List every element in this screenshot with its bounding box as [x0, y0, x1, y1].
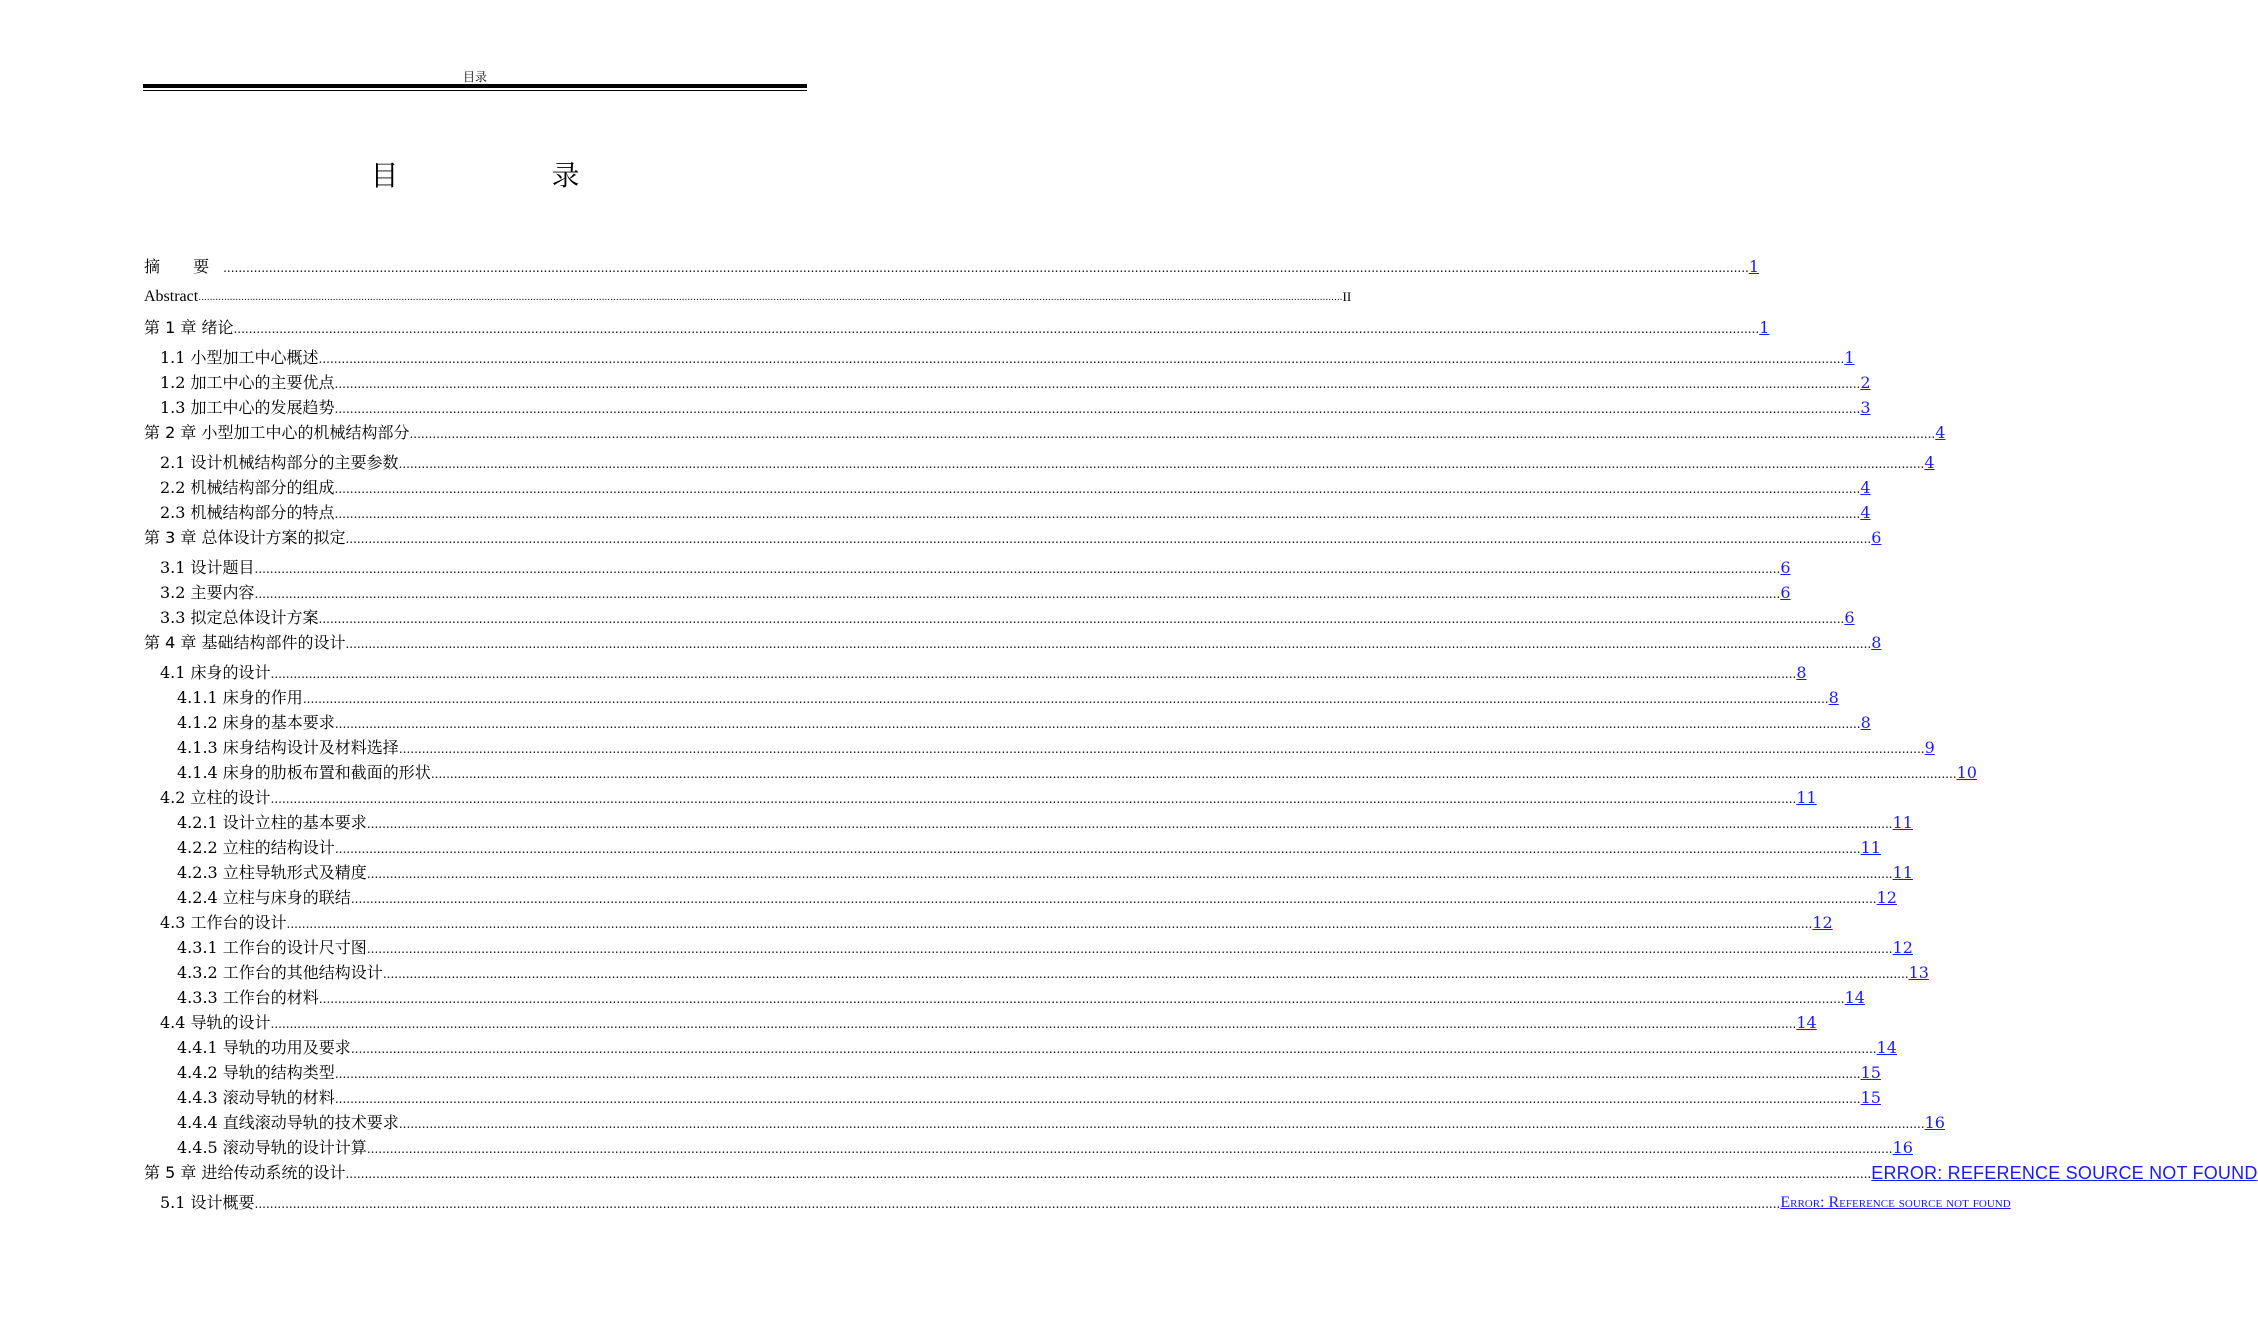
- toc-page-link[interactable]: 4: [1924, 453, 1935, 472]
- page-title: 目 录: [370, 159, 652, 192]
- toc-leader-dots: ................................................................................................................................................................................................................................................................................................................................................................................................................: [198, 293, 1343, 303]
- toc-entry-label: 2.2 机械结构部分的组成: [160, 478, 335, 497]
- toc-entry-label: 第 5 章 进给传动系统的设计: [144, 1163, 346, 1182]
- toc-page-link[interactable]: 16: [1892, 1138, 1913, 1157]
- toc-leader-dots: ................................................................................................................................................................................................................................................................................................................................................................................................................: [270, 667, 1797, 681]
- toc-leader-dots: ................................................................................................................................................................................................................................................................................................................................................................................................................: [318, 612, 1845, 626]
- header-rule-thick: [143, 84, 807, 88]
- toc-page-link[interactable]: 12: [1876, 888, 1897, 907]
- toc-leader-dots: ................................................................................................................................................................................................................................................................................................................................................................................................................: [254, 587, 1781, 601]
- toc-leader-dots: ................................................................................................................................................................................................................................................................................................................................................................................................................: [366, 1142, 1893, 1156]
- toc-entry-label: 4.4.2 导轨的结构类型: [177, 1063, 335, 1082]
- toc-leader-dots: ................................................................................................................................................................................................................................................................................................................................................................................................................: [350, 892, 1877, 906]
- toc-page-link[interactable]: 12: [1812, 913, 1833, 932]
- toc-entry[interactable]: [144, 858, 1913, 883]
- toc-entry[interactable]: [144, 783, 1817, 808]
- toc-entry[interactable]: [144, 933, 1913, 958]
- toc-entry-label: 1.2 加工中心的主要优点: [160, 373, 335, 392]
- toc-page-link: II: [1342, 289, 1352, 304]
- toc-page-link[interactable]: 14: [1876, 1038, 1897, 1057]
- toc-page-link[interactable]: 10: [1956, 763, 1977, 782]
- toc-entry[interactable]: [144, 1108, 1945, 1133]
- toc-page-link[interactable]: 2: [1860, 373, 1871, 392]
- toc-entry-label: 4.2 立柱的设计: [160, 788, 271, 807]
- toc-entry[interactable]: [144, 1083, 1881, 1108]
- toc-entry[interactable]: [144, 758, 1977, 783]
- toc-page-link[interactable]: 6: [1780, 558, 1791, 577]
- toc-page-link[interactable]: 13: [1908, 963, 1929, 982]
- toc-entry-label: 4.3.1 工作台的设计尺寸图: [177, 938, 367, 957]
- toc-entry[interactable]: [144, 908, 1833, 933]
- toc-entry[interactable]: [144, 252, 1760, 277]
- toc-entry-label: 4.3.2 工作台的其他结构设计: [177, 963, 383, 982]
- toc-entry-label: 4.4.1 导轨的功用及要求: [177, 1038, 351, 1057]
- toc-entry-label: 第 2 章 小型加工中心的机械结构部分: [144, 423, 410, 442]
- toc-entry[interactable]: [144, 1033, 1897, 1058]
- toc-entry-label: 4.2.2 立柱的结构设计: [177, 838, 335, 857]
- toc-leader-dots: ................................................................................................................................................................................................................................................................................................................................................................................................................: [334, 507, 1861, 521]
- toc-entry-label: 4.4.5 滚动导轨的设计计算: [177, 1138, 367, 1157]
- toc-page-link[interactable]: 6: [1844, 608, 1855, 627]
- toc-leader-dots: ................................................................................................................................................................................................................................................................................................................................................................................................................: [409, 427, 1936, 441]
- toc-entry[interactable]: [144, 313, 1770, 338]
- toc-leader-dots: ................................................................................................................................................................................................................................................................................................................................................................................................................: [254, 1197, 1781, 1211]
- toc-entry[interactable]: [144, 1058, 1881, 1083]
- toc-entry-label: 5.1 设计概要: [160, 1193, 255, 1212]
- toc-entry-label: 3.2 主要内容: [160, 583, 255, 602]
- toc-page-link[interactable]: 6: [1780, 583, 1791, 602]
- toc-entry[interactable]: [144, 393, 1871, 418]
- toc-entry[interactable]: [144, 1188, 2011, 1213]
- toc-leader-dots: ................................................................................................................................................................................................................................................................................................................................................................................................................: [398, 1117, 1925, 1131]
- toc-page-link[interactable]: 12: [1892, 938, 1913, 957]
- toc-entry-label: 4.1.2 床身的基本要求: [177, 713, 335, 732]
- toc-entry[interactable]: [144, 628, 1882, 653]
- toc-entry[interactable]: [144, 708, 1871, 733]
- toc-page-link[interactable]: 8: [1796, 663, 1807, 682]
- toc-entry-label: 1.3 加工中心的发展趋势: [160, 398, 335, 417]
- toc-entry-label: 4.3 工作台的设计: [160, 913, 287, 932]
- toc-entry-label: 4.4 导轨的设计: [160, 1013, 271, 1032]
- toc-page-link[interactable]: Error: Reference source not found: [1780, 1194, 2011, 1211]
- toc-leader-dots: ................................................................................................................................................................................................................................................................................................................................................................................................................: [350, 1042, 1877, 1056]
- toc-leader-dots: ................................................................................................................................................................................................................................................................................................................................................................................................................: [334, 1067, 1861, 1081]
- toc-entry[interactable]: [144, 578, 1791, 603]
- toc-page-link[interactable]: 15: [1860, 1088, 1881, 1107]
- toc-page-link[interactable]: 4: [1860, 503, 1871, 522]
- toc-page-link[interactable]: 11: [1892, 863, 1913, 882]
- toc-page-link[interactable]: 15: [1860, 1063, 1881, 1082]
- toc-entry[interactable]: [144, 808, 1913, 833]
- toc-page-link[interactable]: 4: [1860, 478, 1871, 497]
- toc-entry[interactable]: [144, 983, 1865, 1008]
- toc-entry[interactable]: [144, 448, 1935, 473]
- toc-leader-dots: ................................................................................................................................................................................................................................................................................................................................................................................................................: [318, 992, 1845, 1006]
- toc-leader-dots: ................................................................................................................................................................................................................................................................................................................................................................................................................: [223, 261, 1749, 275]
- toc-leader-dots: ................................................................................................................................................................................................................................................................................................................................................................................................................: [318, 352, 1845, 366]
- toc-page-link[interactable]: 11: [1892, 813, 1913, 832]
- toc-leader-dots: ................................................................................................................................................................................................................................................................................................................................................................................................................: [366, 817, 1893, 831]
- toc-entry-label: 4.2.1 设计立柱的基本要求: [177, 813, 367, 832]
- toc-leader-dots: ................................................................................................................................................................................................................................................................................................................................................................................................................: [233, 322, 1760, 336]
- toc-entry[interactable]: [144, 958, 1929, 983]
- toc-page-link[interactable]: ERROR: REFERENCE SOURCE NOT FOUND: [1871, 1163, 2258, 1183]
- toc-leader-dots: ................................................................................................................................................................................................................................................................................................................................................................................................................: [334, 1092, 1861, 1106]
- toc-entry-label: 4.1 床身的设计: [160, 663, 271, 682]
- toc-page-link[interactable]: 1: [1759, 318, 1770, 337]
- toc-entry[interactable]: [144, 553, 1791, 578]
- toc-entry-label: 4.4.3 滚动导轨的材料: [177, 1088, 335, 1107]
- toc-entry-label: 摘 要: [144, 257, 224, 276]
- toc-entry-label: 3.3 拟定总体设计方案: [160, 608, 319, 627]
- toc-entry[interactable]: [144, 498, 1871, 523]
- toc-leader-dots: ................................................................................................................................................................................................................................................................................................................................................................................................................: [334, 402, 1861, 416]
- toc-entry-label: Abstract: [144, 288, 199, 305]
- toc-entry[interactable]: [144, 1008, 1817, 1033]
- toc-entry[interactable]: [144, 418, 1946, 443]
- toc-leader-dots: ................................................................................................................................................................................................................................................................................................................................................................................................................: [345, 532, 1872, 546]
- toc-entry-label: 4.1.3 床身结构设计及材料选择: [177, 738, 399, 757]
- toc-entry-label: 第 3 章 总体设计方案的拟定: [144, 528, 346, 547]
- toc-page-link[interactable]: 1: [1748, 257, 1760, 276]
- toc-leader-dots: ................................................................................................................................................................................................................................................................................................................................................................................................................: [430, 767, 1957, 781]
- toc-entry[interactable]: [144, 282, 1352, 307]
- toc-entry-label: 2.1 设计机械结构部分的主要参数: [160, 453, 399, 472]
- toc-page-link[interactable]: 9: [1924, 738, 1935, 757]
- toc-leader-dots: ................................................................................................................................................................................................................................................................................................................................................................................................................: [302, 692, 1829, 706]
- toc-leader-dots: ................................................................................................................................................................................................................................................................................................................................................................................................................: [254, 562, 1781, 576]
- toc-entry-label: 第 4 章 基础结构部件的设计: [144, 633, 346, 652]
- toc-entry[interactable]: [144, 1158, 2258, 1183]
- toc-leader-dots: ................................................................................................................................................................................................................................................................................................................................................................................................................: [334, 482, 1861, 496]
- toc-entry-label: 4.4.4 直线滚动导轨的技术要求: [177, 1113, 399, 1132]
- toc-page-link[interactable]: 8: [1828, 688, 1839, 707]
- toc-page-link[interactable]: 11: [1796, 788, 1817, 807]
- toc-leader-dots: ................................................................................................................................................................................................................................................................................................................................................................................................................: [270, 792, 1797, 806]
- toc-entry[interactable]: [144, 833, 1881, 858]
- toc-entry[interactable]: [144, 733, 1935, 758]
- toc-entry[interactable]: [144, 658, 1807, 683]
- toc-leader-dots: ................................................................................................................................................................................................................................................................................................................................................................................................................: [334, 377, 1861, 391]
- toc-entry[interactable]: [144, 368, 1871, 393]
- toc-leader-dots: ................................................................................................................................................................................................................................................................................................................................................................................................................: [334, 717, 1861, 731]
- toc-page-link[interactable]: 14: [1796, 1013, 1817, 1032]
- toc-entry-label: 4.1.1 床身的作用: [177, 688, 303, 707]
- toc-page-link[interactable]: 4: [1935, 423, 1946, 442]
- toc-entry-label: 4.3.3 工作台的材料: [177, 988, 319, 1007]
- toc-page-link[interactable]: 3: [1860, 398, 1871, 417]
- toc-entry-label: 3.1 设计题目: [160, 558, 255, 577]
- toc-entry-label: 4.1.4 床身的肋板布置和截面的形状: [177, 763, 431, 782]
- toc-leader-dots: ................................................................................................................................................................................................................................................................................................................................................................................................................: [382, 967, 1909, 981]
- toc-page-link[interactable]: 1: [1844, 348, 1855, 367]
- toc-page-link[interactable]: 8: [1871, 633, 1882, 652]
- toc-entry[interactable]: [144, 473, 1871, 498]
- toc-entry[interactable]: [144, 683, 1839, 708]
- toc-page-link[interactable]: 6: [1871, 528, 1882, 547]
- toc-leader-dots: ................................................................................................................................................................................................................................................................................................................................................................................................................: [345, 637, 1872, 651]
- running-header: 目录: [462, 70, 487, 84]
- header-rule-thin: [143, 90, 807, 91]
- toc-leader-dots: ................................................................................................................................................................................................................................................................................................................................................................................................................: [366, 867, 1893, 881]
- toc-entry[interactable]: [144, 1133, 1913, 1158]
- toc-entry-label: 2.3 机械结构部分的特点: [160, 503, 335, 522]
- toc-leader-dots: ................................................................................................................................................................................................................................................................................................................................................................................................................: [398, 742, 1925, 756]
- toc-entry[interactable]: [144, 523, 1882, 548]
- toc-entry-label: 第 1 章 绪论: [144, 318, 234, 337]
- toc-page-link[interactable]: 14: [1844, 988, 1865, 1007]
- toc-page-link[interactable]: 8: [1860, 713, 1871, 732]
- toc-leader-dots: ................................................................................................................................................................................................................................................................................................................................................................................................................: [286, 917, 1813, 931]
- toc-entry-label: 1.1 小型加工中心概述: [160, 348, 319, 367]
- toc-leader-dots: ................................................................................................................................................................................................................................................................................................................................................................................................................: [334, 842, 1861, 856]
- toc-leader-dots: ................................................................................................................................................................................................................................................................................................................................................................................................................: [270, 1017, 1797, 1031]
- toc-leader-dots: ................................................................................................................................................................................................................................................................................................................................................................................................................: [366, 942, 1893, 956]
- toc-entry[interactable]: [144, 603, 1855, 628]
- toc-leader-dots: ................................................................................................................................................................................................................................................................................................................................................................................................................: [345, 1167, 1872, 1181]
- toc-entry-label: 4.2.3 立柱导轨形式及精度: [177, 863, 367, 882]
- toc-page-link[interactable]: 11: [1860, 838, 1881, 857]
- toc-entry[interactable]: [144, 343, 1855, 368]
- toc-entry-label: 4.2.4 立柱与床身的联结: [177, 888, 351, 907]
- toc-leader-dots: ................................................................................................................................................................................................................................................................................................................................................................................................................: [398, 457, 1925, 471]
- toc-page-link[interactable]: 16: [1924, 1113, 1945, 1132]
- toc-entry[interactable]: [144, 883, 1897, 908]
